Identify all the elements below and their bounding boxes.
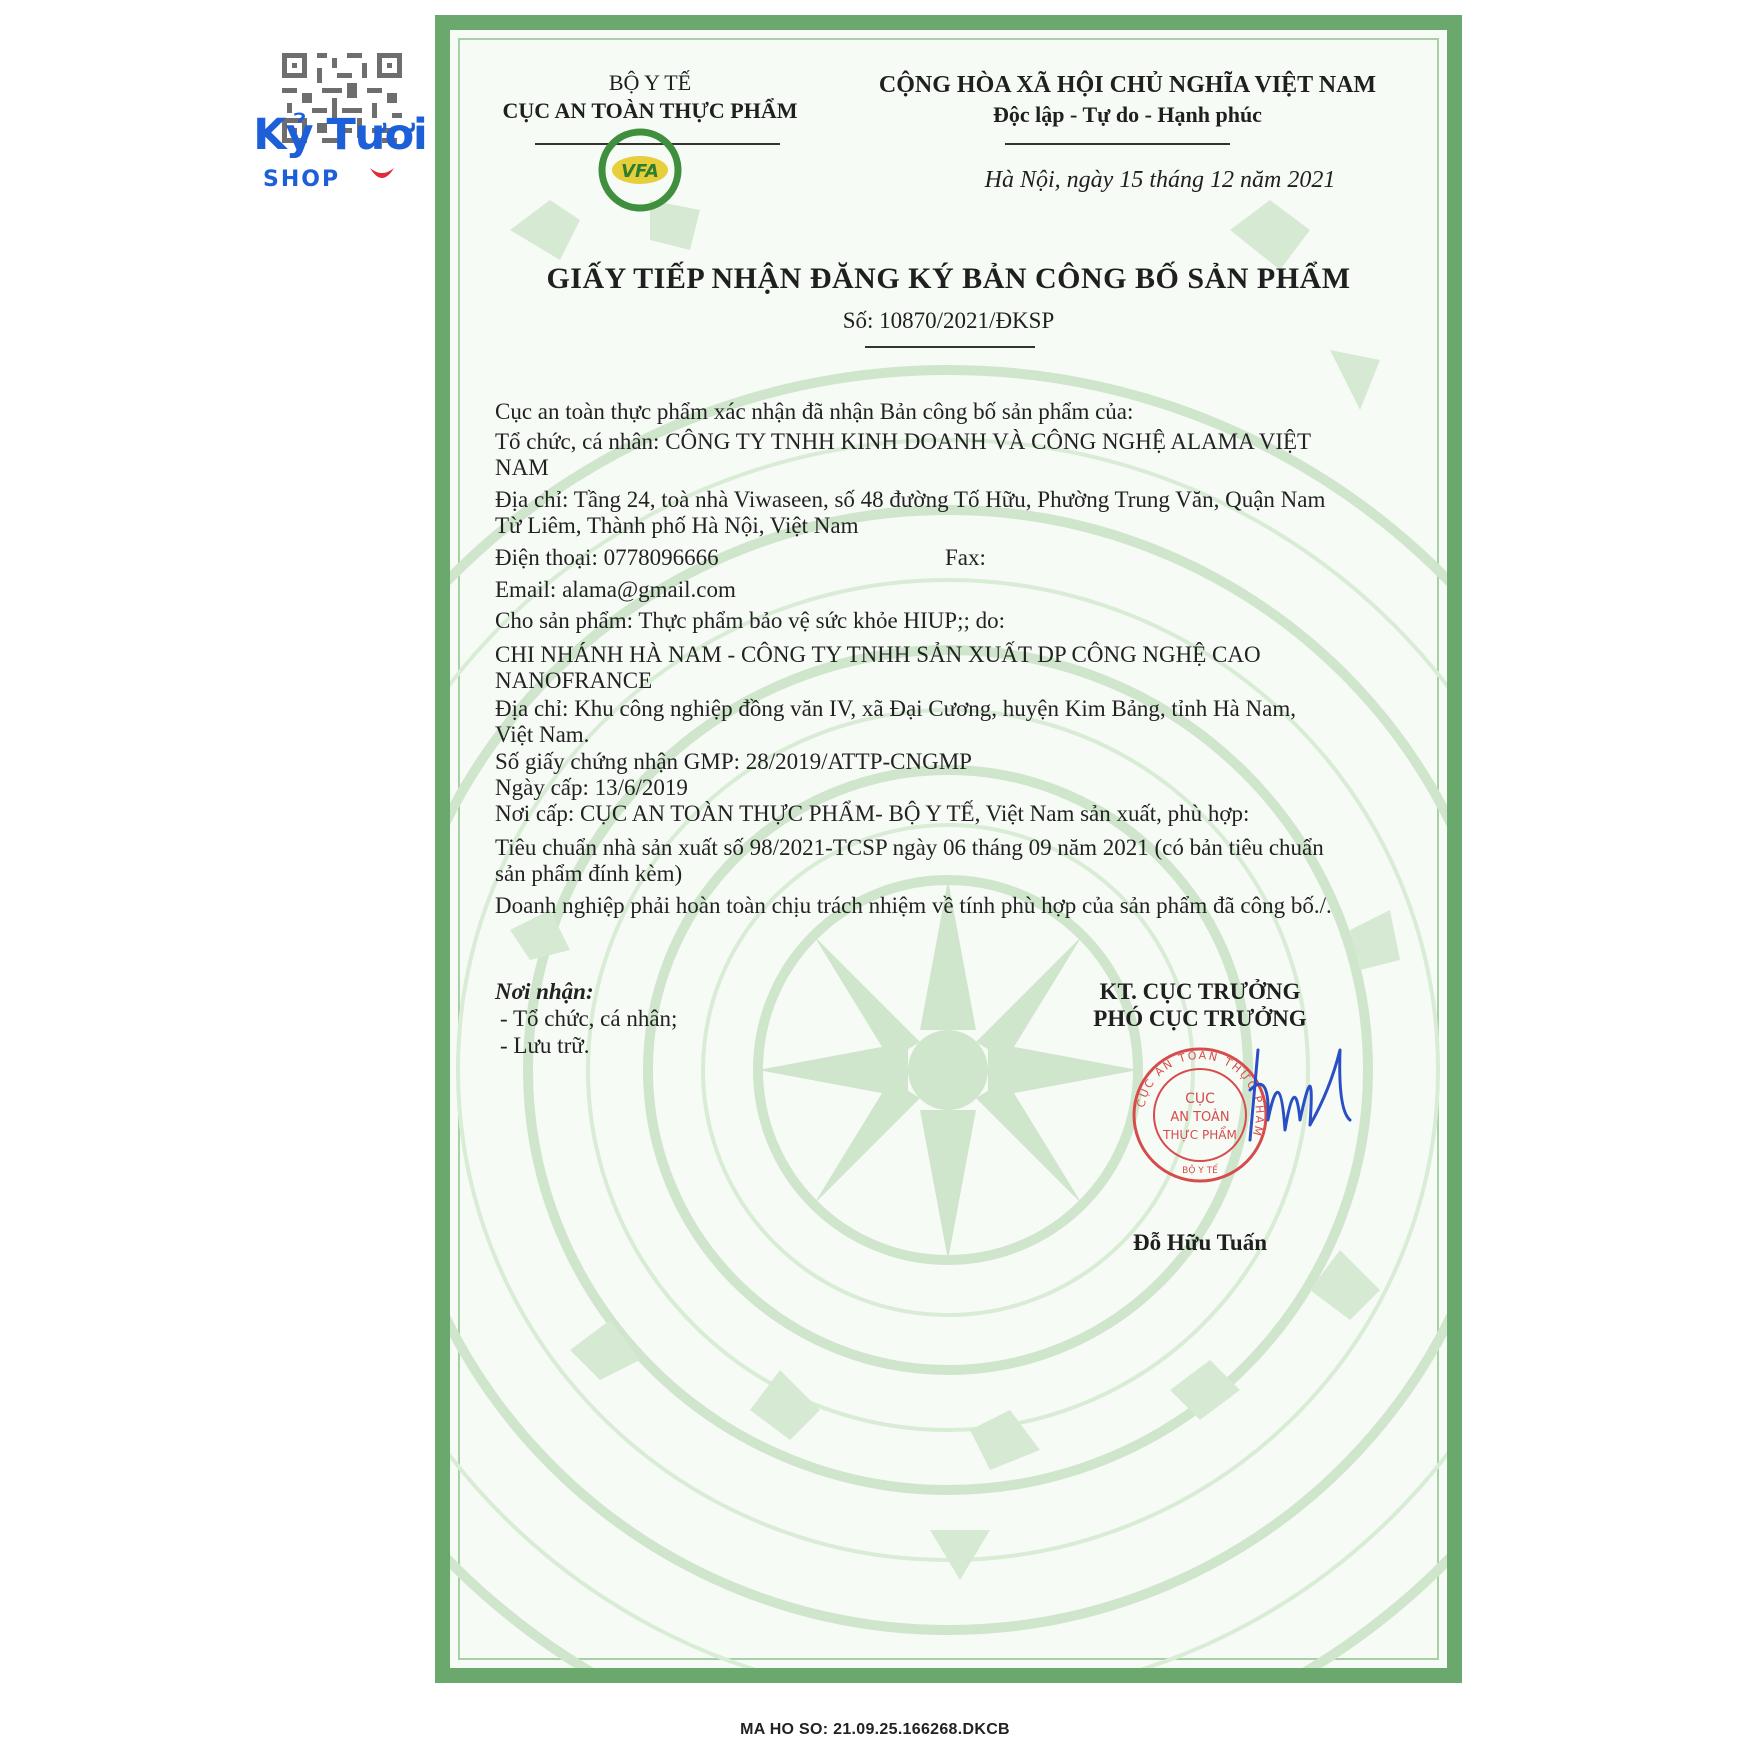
- body-line: CHI NHÁNH HÀ NAM - CÔNG TY TNHH SẢN XUẤT DP CÔNG NGHỆ CAO: [495, 642, 1261, 667]
- fax-label: Fax:: [945, 545, 986, 570]
- body-line: Ngày cấp: 13/6/2019: [495, 775, 688, 800]
- national-motto: Độc lập - Tự do - Hạnh phúc: [993, 102, 1262, 127]
- stamp-center-line: THỰC PHẨM: [1163, 1128, 1237, 1142]
- national-header: [845, 72, 1410, 128]
- country-name: CỘNG HÒA XÃ HỘI CHỦ NGHĨA VIỆT NAM: [878, 72, 1377, 98]
- signer-name: Đỗ Hữu Tuấn: [1133, 1230, 1267, 1255]
- body-line: Email: alama@gmail.com: [495, 577, 736, 602]
- body-line: Số giấy chứng nhận GMP: 28/2019/ATTP-CNGMP: [495, 749, 972, 774]
- vfa-logo-text: VFA: [621, 161, 659, 182]
- body-line: Điện thoại: 0778096666: [495, 545, 719, 570]
- certificate: [435, 15, 1462, 1683]
- vfa-logo-icon: [580, 125, 700, 215]
- body-line: Địa chỉ: Tầng 24, toà nhà Viwaseen, số 48 đường Tố Hữu, Phường Trung Văn, Quận Nam: [495, 487, 1326, 512]
- body-line: Tiêu chuẩn nhà sản xuất số 98/2021-TCSP ngày 06 tháng 09 năm 2021 (có bản tiêu chuẩn: [495, 835, 1324, 860]
- recipient-item: - Lưu trữ.: [500, 1033, 590, 1058]
- body-line: Từ Liêm, Thành phố Hà Nội, Việt Nam: [495, 513, 859, 538]
- stamp-bottom-text: BỘ Y TẾ: [1182, 1166, 1218, 1176]
- place-date: Hà Nội, ngày 15 tháng 12 năm 2021: [984, 167, 1336, 193]
- signer-title-line1: KT. CỤC TRƯỞNG: [1099, 979, 1301, 1004]
- body-line: sản phẩm đính kèm): [495, 861, 683, 886]
- signer-title: [1050, 978, 1350, 1032]
- signer-title-line2: PHÓ CỤC TRƯỞNG: [1093, 1006, 1307, 1031]
- handwritten-signature: [1240, 1030, 1360, 1160]
- smile-icon: [367, 162, 397, 186]
- divider: [865, 346, 1035, 348]
- body-line: Địa chỉ: Khu công nghiệp đồng văn IV, xã Đại Cương, huyện Kim Bảng, tỉnh Hà Nam,: [495, 696, 1296, 721]
- body-line: NAM: [495, 455, 549, 480]
- department-name: CỤC AN TOÀN THỰC PHẨM: [502, 98, 798, 123]
- stamp-center-line: AN TOÀN: [1170, 1110, 1230, 1125]
- shop-brand-name: Kỷ Tươi: [253, 110, 427, 160]
- stamp-center-line: CỤC: [1185, 1091, 1215, 1107]
- file-code: MA HO SO: 21.09.25.166268.DKCB: [740, 1721, 1010, 1738]
- stamp-ring-text: CỤC AN TOÀN THỰC PHẨM: [1134, 1048, 1267, 1139]
- body-line: Tổ chức, cá nhân: CÔNG TY TNHH KINH DOANH VÀ CÔNG NGHỆ ALAMA VIỆT: [495, 429, 1312, 454]
- shop-logo: [255, 30, 430, 190]
- document-number: Số: 10870/2021/ĐKSP: [842, 308, 1055, 333]
- body-line: NANOFRANCE: [495, 668, 653, 693]
- ministry-name: BỘ Y TẾ: [608, 70, 692, 95]
- recipient-item: - Tổ chức, cá nhân;: [500, 1006, 678, 1031]
- document-title: GIẤY TIẾP NHẬN ĐĂNG KÝ BẢN CÔNG BỐ SẢN PHẨM: [546, 262, 1351, 295]
- body-line: Việt Nam.: [495, 722, 590, 747]
- shop-brand-sub: SHOP: [263, 167, 341, 192]
- recipients-title: Nơi nhận:: [495, 979, 594, 1004]
- divider: [1005, 143, 1230, 145]
- body-line: Doanh nghiệp phải hoàn toàn chịu trách nhiệm về tính phù hợp của sản phẩm đã công bố./.: [495, 893, 1332, 918]
- body-line: Cục an toàn thực phẩm xác nhận đã nhận Bản công bố sản phẩm của:: [495, 399, 1134, 424]
- body-line: Nơi cấp: CỤC AN TOÀN THỰC PHẨM- BỘ Y TẾ, Việt Nam sản xuất, phù hợp:: [495, 801, 1250, 826]
- body-line: Cho sản phẩm: Thực phẩm bảo vệ sức khỏe HIUP;; do:: [495, 608, 1005, 633]
- issuer-header: [480, 70, 820, 124]
